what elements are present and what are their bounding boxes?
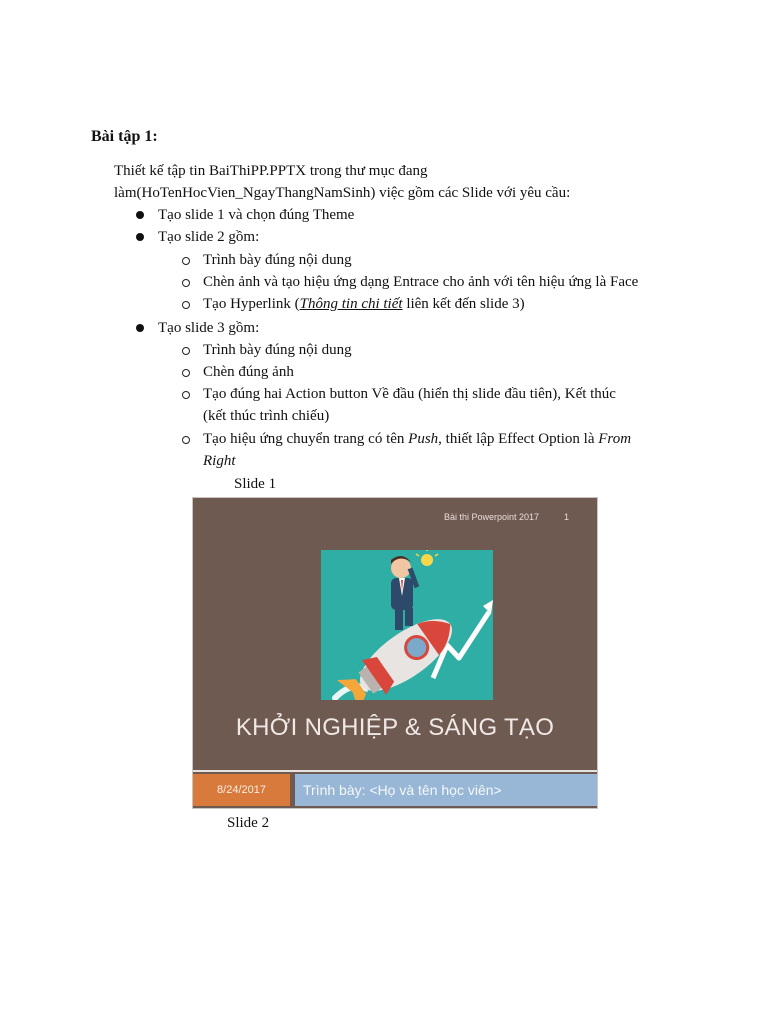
hyperlink-prefix: Tạo Hyperlink (	[203, 296, 300, 312]
bullet-icon	[136, 233, 144, 241]
circle-bullet-icon	[182, 391, 190, 399]
bullet-slide-2: Tạo slide 2 gồm:	[158, 229, 260, 245]
slide3-item-transition-cont: Right	[203, 453, 236, 469]
bullet-icon	[136, 324, 144, 332]
slide-2-label: Slide 2	[227, 815, 270, 831]
divider	[193, 770, 597, 772]
transition-from: From	[598, 431, 632, 447]
rocket-illustration-icon	[321, 550, 493, 700]
bullet-icon	[136, 211, 144, 219]
slide3-item-transition	[203, 428, 631, 450]
bullet-slide-1: Tạo slide 1 và chọn đúng Theme	[158, 207, 355, 223]
circle-bullet-icon	[182, 301, 190, 309]
rocket-businessman-image	[321, 550, 493, 700]
slide-date: 8/24/2017	[193, 774, 290, 806]
hyperlink-text[interactable]: Thông tin chi tiết	[299, 296, 403, 312]
bullet-slide-3: Tạo slide 3 gồm:	[158, 320, 260, 336]
circle-bullet-icon	[182, 257, 190, 265]
circle-bullet-icon	[182, 369, 190, 377]
slide-presenter: Trình bày: <Họ và tên học viên>	[295, 774, 597, 806]
circle-bullet-icon	[182, 347, 190, 355]
transition-prefix: Tạo hiệu ứng chuyển trang có tên	[203, 431, 409, 447]
slide2-item-hyperlink	[203, 293, 525, 315]
slide2-item-content: Trình bày đúng nội dung	[203, 252, 352, 268]
slide-1-preview	[192, 497, 598, 809]
exercise-heading: Bài tập 1:	[91, 128, 158, 145]
slide3-item-content: Trình bày đúng nội dung	[203, 342, 352, 358]
transition-push: Push	[408, 431, 439, 447]
slide3-item-image: Chèn đúng ảnh	[203, 364, 294, 380]
slide-1-label: Slide 1	[234, 476, 277, 492]
hyperlink-suffix: liên kết đến slide 3)	[402, 296, 525, 312]
transition-mid: , thiết lập Effect Option là	[438, 431, 599, 447]
slide-header-text: Bài thi Powerpoint 2017	[443, 512, 539, 522]
intro-paragraph	[114, 160, 714, 204]
intro-line-1: Thiết kế tập tin BaiThiPP.PPTX trong thư mục đang	[114, 163, 428, 179]
circle-bullet-icon	[182, 279, 190, 287]
slide-number: 1	[563, 512, 569, 522]
slide-title: KHỞI NGHIỆP & SÁNG TẠO	[235, 714, 555, 741]
slide2-item-image-effect: Chèn ảnh và tạo hiệu ứng dạng Entrace cho ảnh với tên hiệu ứng là Face	[203, 274, 639, 290]
circle-bullet-icon	[182, 436, 190, 444]
slide3-item-action-buttons: Tạo đúng hai Action button Về đầu (hiển thị slide đầu tiên), Kết thúc	[203, 386, 616, 402]
intro-line-2: làm(HoTenHocVien_NgayThangNamSinh) việc gồm các Slide với yêu cầu:	[114, 185, 571, 201]
slide3-item-action-buttons-cont: (kết thúc trình chiếu)	[203, 408, 330, 424]
